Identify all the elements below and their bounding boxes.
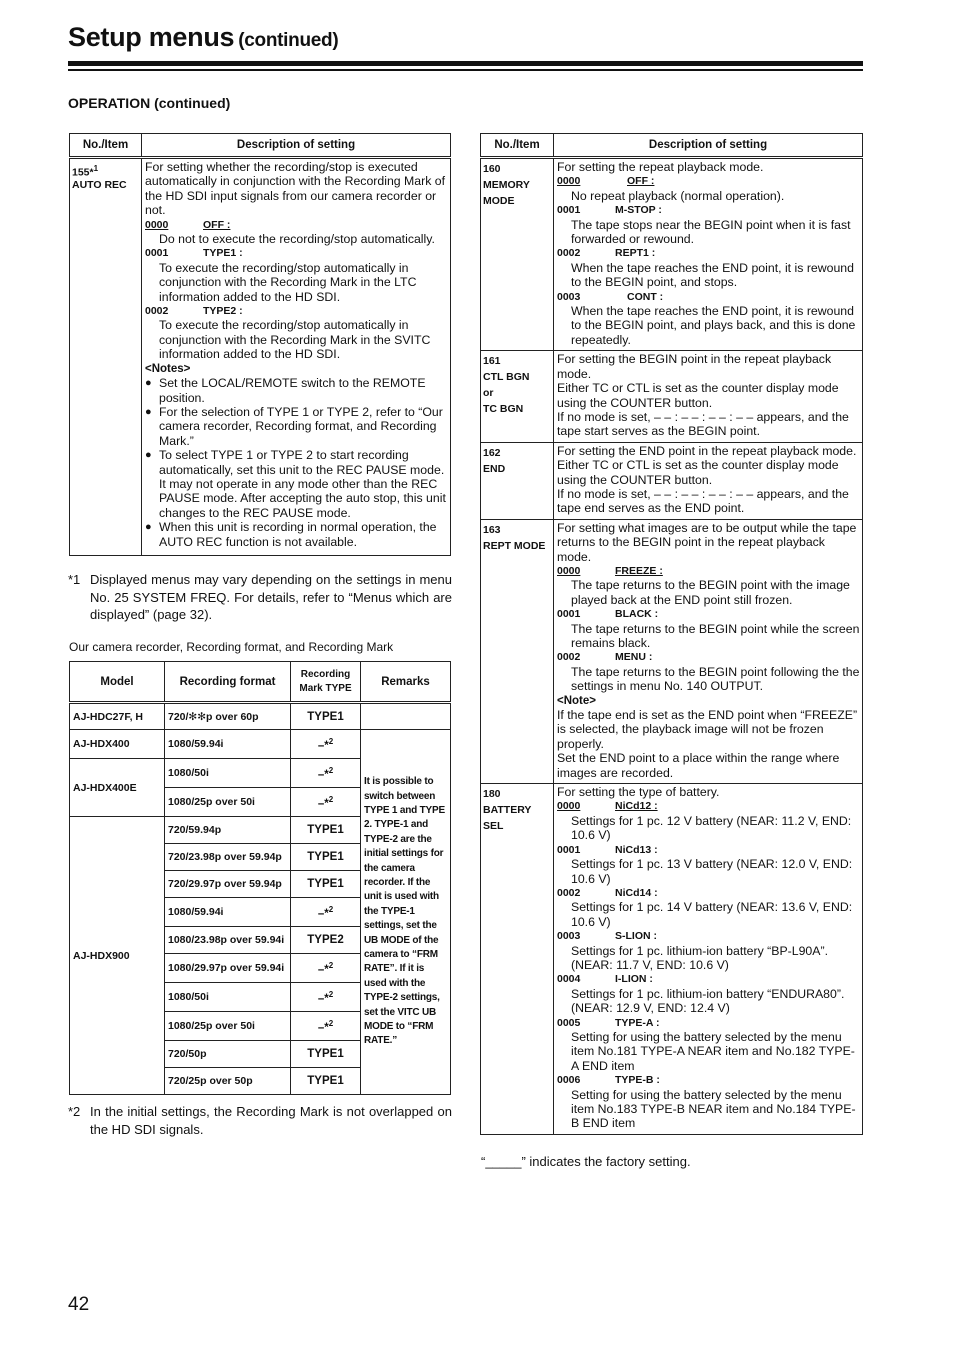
list-item: ● When this unit is recording in normal operation, the AUTO REC function is not available. — [145, 520, 437, 549]
table-row — [70, 703, 451, 730]
format-cell: 720/29.97p over 59.94p — [165, 871, 291, 898]
page-number: 42 — [68, 1294, 90, 1315]
type-cell: –*$^2$ — [291, 954, 361, 983]
type-cell: –*$^2$ — [291, 983, 361, 1012]
type-cell: TYPE2 — [291, 927, 361, 954]
format-cell: 1080/59.94i — [165, 730, 291, 759]
list-item: ● Set the LOCAL/REMOTE switch to the REMOTE position. — [145, 376, 426, 405]
right-settings-table — [480, 133, 863, 1135]
footnote-1: *1 Displayed menus may vary depending on the settings in menu No. 25 SYSTEM FREQ. For details, refer to “Menus which are displayed” (page 32). — [68, 572, 452, 622]
type-cell: TYPE1 — [291, 871, 361, 898]
col-header-model: Model — [70, 662, 165, 703]
format-cell: 1080/25p over 50i — [165, 788, 291, 817]
title-rule-thick — [68, 61, 863, 66]
format-cell: 720/25p over 50p — [165, 1068, 291, 1095]
col-header-description: Description of setting — [554, 134, 863, 158]
type-cell: –*$^2$ — [291, 759, 361, 788]
format-cell: 720/59.94p — [165, 817, 291, 844]
table-row — [481, 351, 863, 442]
model-table — [69, 661, 451, 1095]
description-cell: For setting what images are to be output while the tape returns to the BEGIN point in the repeat playback mode. 0000 FREEZE : The tape returns to the BEGIN point with the image played back at the END point still frozen. 0001 BLACK : The tape returns to the BEGIN point while the screen remains black. 0002 MENU : The tape returns to the BEGIN point following the the settings in menu No. 140 OUTPUT. <Note> If the tape end is set as the END point when “FREEZE” is selected, the playback image will not be frozen properly. Set the END point to a place within the range where images are recorded. — [554, 519, 863, 783]
description-cell: For setting the type of battery. 0000 NiCd12 : Settings for 1 pc. 12 V battery (NEAR: 11.2 V, END: 10.6 V) 0001 NiCd13 : Settings for 1 pc. 13 V battery (NEAR: 12.0 V, END: 10.6 V) 0002 NiCd14 : Settings for 1 pc. 14 V battery (NEAR: 13.6 V, END: 10.6 V) 0003 S-LION : Settings for 1 pc. lithium-ion battery “BP-L90A”. (NEAR: 11.7 V, END: 10.6 V) 0004 I-LION : Settings for 1 pc. lithium-ion battery “ENDURA80”. (NEAR: 12.9 V, END: 12.4 V) 0005 TYPE-A : Setting for using the battery selected by the menu item No.181 TYPE-A NEAR item and No.182 TYPE-A END item 0006 TYPE-B : Setting for using the battery selected by the menu item No.183 TYPE-B NEAR item and No.184 TYPE-B END item — [554, 784, 863, 1135]
format-cell: 1080/25p over 50i — [165, 1012, 291, 1041]
col-header-item: No./Item — [481, 134, 554, 158]
left-settings-table — [69, 133, 451, 556]
model-table-caption: Our camera recorder, Recording format, and Recording Mark — [69, 640, 394, 654]
table-row — [481, 158, 863, 351]
col-header-remarks: Remarks — [361, 662, 451, 703]
format-cell: 1080/23.98p over 59.94i — [165, 927, 291, 954]
table-row — [70, 730, 451, 759]
description-cell: For setting whether the recording/stop is executed automatically in conjunction with the Recording Mark of the HD SDI input signals from our camera recorder or not. 0000 OFF : Do not to execute the recording/stop automatically. 0001 TYPE1 : To execute the recording/stop automatically in conjunction with the Recording Mark in the LTC information added to the HD SDI. 0002 TYPE2 : To execute the recording/stop automatically in conjunction with the Recording Mark in the SVITC information added to the HD SDI. <Notes> ● Set the LOCAL/REMOTE switch to the REMOTE position. ● For the selection of TYPE 1 or TYPE 2, refer to “Our camera recorder, Recording format, and Recording Mark.” ● To select TYPE 1 or TYPE 2 to start recording automatically, set this unit to the REC PAUSE mode. It may not operate in any mode other than the REC PAUSE mode. After accepting the auto stop, this unit changes to the REC PAUSE mode. ● When this unit is recording in normal operation, the AUTO REC function is not available. — [142, 158, 451, 556]
title-rule-thin — [68, 69, 863, 71]
col-header-mark-type: Recording Mark TYPE — [291, 662, 361, 703]
table-row — [481, 519, 863, 783]
list-item: ● To select TYPE 1 or TYPE 2 to start recording automatically, set this unit to the REC PAUSE mode. It may not operate in any mode other than the REC PAUSE mode. After accepting the auto stop, this unit changes to the REC PAUSE mode. — [145, 448, 446, 520]
footnote-2: *2 In the initial settings, the Recording Mark is not overlapped on the HD SDI signals. — [68, 1104, 452, 1137]
model-cell: AJ-HDX900 — [70, 817, 165, 1095]
description-cell: For setting the BEGIN point in the repeat playback mode. Either TC or CTL is set as the counter display mode using the COUNTER button. If no mode is set, – – : – – : – – : – – appears, and the tape start serves as the BEGIN point. — [554, 351, 863, 442]
table-row — [70, 158, 451, 556]
type-cell: TYPE1 — [291, 817, 361, 844]
type-cell: TYPE1 — [291, 1068, 361, 1095]
type-cell: –*$^2$ — [291, 730, 361, 759]
item-cell: 180 BATTERY SEL — [481, 784, 554, 1135]
item-cell: 161 CTL BGN or TC BGN — [481, 351, 554, 442]
item-cell: 155*$^1$ AUTO REC — [70, 158, 142, 556]
item-cell: 163 REPT MODE — [481, 519, 554, 783]
description-cell: For setting the repeat playback mode. 0000 OFF : No repeat playback (normal operation). 0001 M-STOP : The tape stops near the BEGIN point when it is fast forwarded or rewound. 0002 REPT1 : When the tape reaches the END point, it is rewound to the BEGIN point, and stops. 0003 CONT : When the tape reaches the END point, it is rewound to the BEGIN point, and plays back, and this is done repeatedly. — [554, 158, 863, 351]
section-heading: OPERATION (continued) — [68, 95, 231, 111]
table-row — [481, 784, 863, 1135]
list-item: ● For the selection of TYPE 1 or TYPE 2, refer to “Our camera recorder, Recording format, and Recording Mark.” — [145, 404, 443, 448]
format-cell: 1080/59.94i — [165, 898, 291, 927]
model-cell: AJ-HDC27F, H — [70, 703, 165, 730]
factory-setting-note: “_____” indicates the factory setting. — [481, 1154, 691, 1169]
col-header-item: No./Item — [70, 134, 142, 158]
model-cell: AJ-HDX400 — [70, 730, 165, 759]
col-header-description: Description of setting — [142, 134, 451, 158]
format-cell: 720/50p — [165, 1041, 291, 1068]
type-cell: –*$^2$ — [291, 898, 361, 927]
format-cell: 1080/50i — [165, 759, 291, 788]
type-cell: TYPE1 — [291, 844, 361, 871]
type-cell: –*$^2$ — [291, 788, 361, 817]
type-cell: TYPE1 — [291, 1041, 361, 1068]
remarks-cell: It is possible to switch between TYPE 1 and TYPE 2. TYPE-1 and TYPE-2 are the initial settings for the camera recorder. If the unit is used with the TYPE-1 settings, set the UB MODE of the camera to “FRM RATE”. If it is used with the TYPE-2 settings, set the VITC UB MODE to “FRM RATE.” — [361, 730, 451, 1095]
item-cell: 160 MEMORY MODE — [481, 158, 554, 351]
item-cell: 162 END — [481, 442, 554, 519]
type-cell: TYPE1 — [291, 703, 361, 730]
col-header-format: Recording format — [165, 662, 291, 703]
model-cell: AJ-HDX400E — [70, 759, 165, 817]
format-cell: 720/✻✻p over 60p — [165, 703, 291, 730]
format-cell: 1080/29.97p over 59.94i — [165, 954, 291, 983]
table-row — [481, 442, 863, 519]
format-cell: 1080/50i — [165, 983, 291, 1012]
description-cell: For setting the END point in the repeat playback mode. Either TC or CTL is set as the counter display mode using the COUNTER button. If no mode is set, – – : – – : – – : – – appears, and the tape end serves as the END point. — [554, 442, 863, 519]
type-cell: –*$^2$ — [291, 1012, 361, 1041]
format-cell: 720/23.98p over 59.94p — [165, 844, 291, 871]
page-title: Setup menus (continued) — [68, 22, 339, 52]
